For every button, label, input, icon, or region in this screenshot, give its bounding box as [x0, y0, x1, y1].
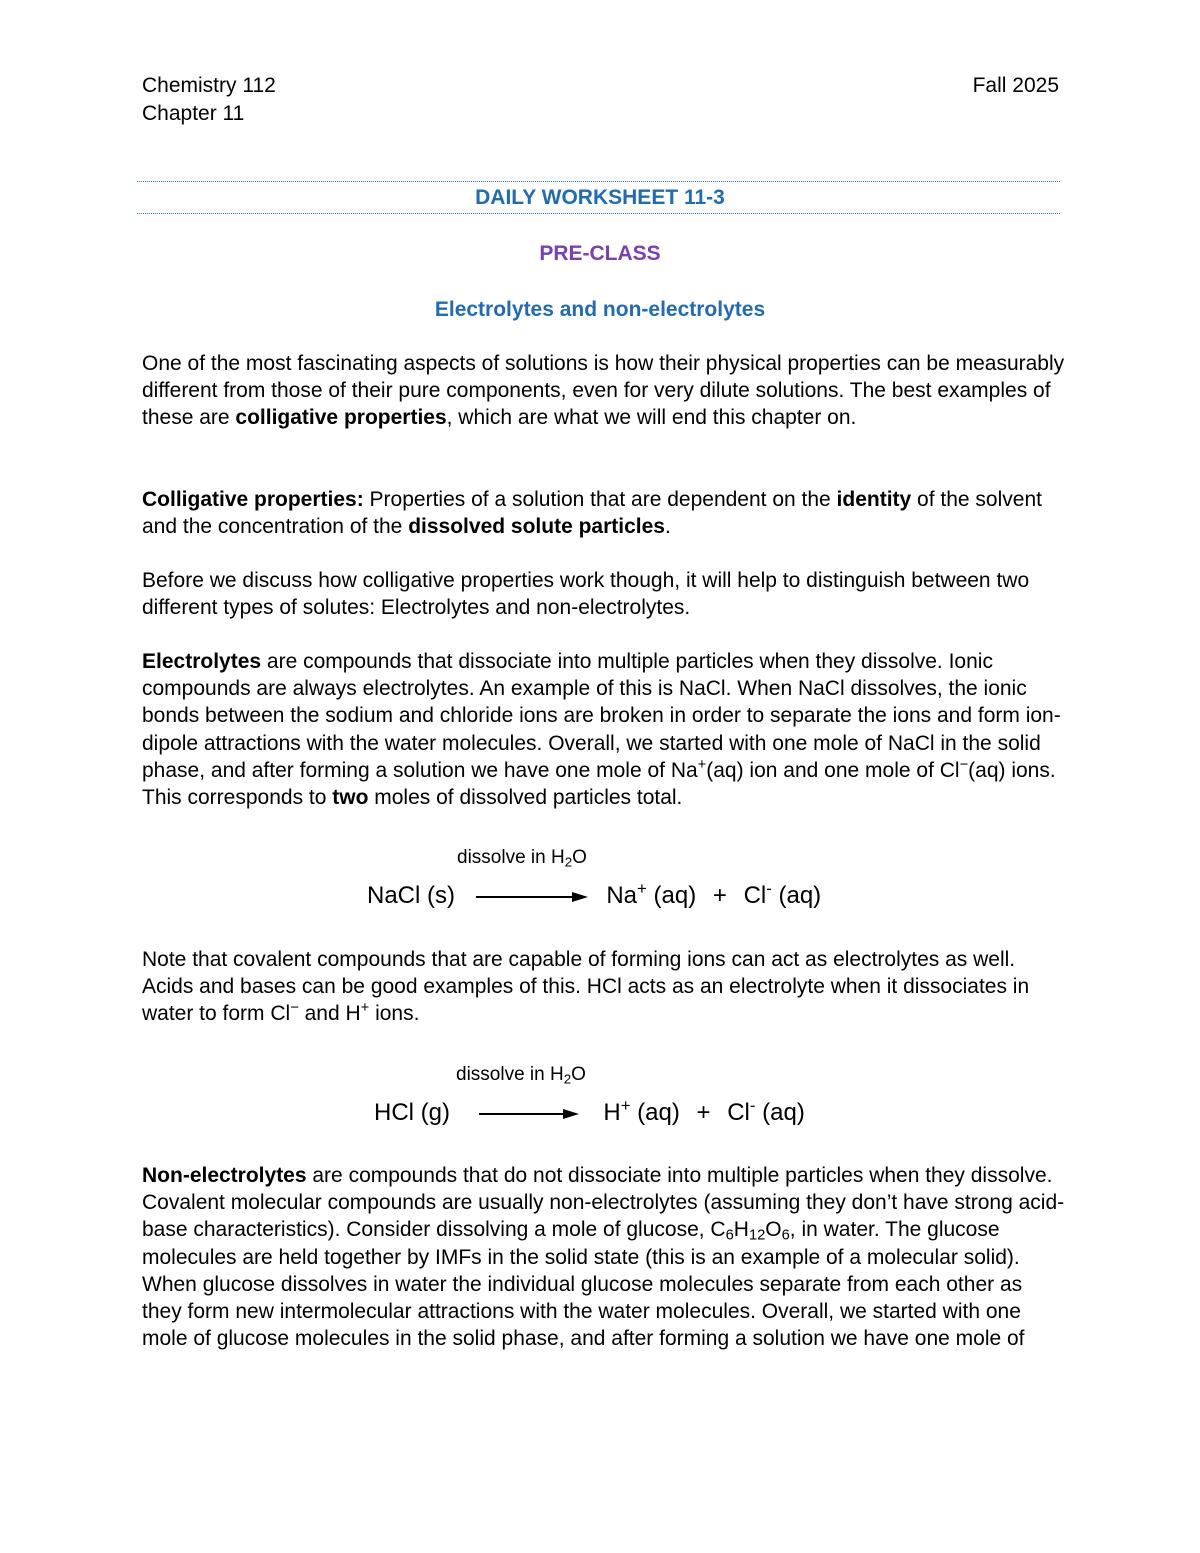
- section-title: PRE-CLASS: [539, 242, 661, 265]
- eq2-product-1: H+ (aq): [603, 1095, 680, 1126]
- eq2-plus: +: [696, 1099, 711, 1126]
- eq1-reactant: NaCl (s): [367, 882, 455, 909]
- eq2-product-2: Cl- (aq): [727, 1095, 805, 1126]
- course-name: Chemistry 112: [142, 74, 276, 97]
- header-left: [142, 72, 276, 128]
- eq1-product-1: Na+ (aq): [606, 878, 697, 909]
- covalent-paragraph: Note that covalent compounds that are capable of forming ions can act as electrolytes as well. Acids and bases can be good examples of this. HCl acts as an electrolyte when it dissociates in water to form Cl− and H+ ions.: [142, 948, 1030, 1026]
- non-electrolytes-paragraph: Non-electrolytes are compounds that do not dissociate into multiple particles when they dissolve. Covalent molecular compounds are usually non-electrolytes (assuming they don’t have strong acid-base characteristics). Consider dissolving a mole of glucose, $C_6H_{12}O_6$, in water. The glucose molecules are held together by IMFs in the solid state (this is an example of a molecular solid). When glucose dissolves in water the individual glucose molecules separate from each other as they form new intermolecular attractions with the water molecules. Overall, we started with one mole of glucose molecules in the solid phase, and after forming a solution we have one mole of: [142, 1164, 1065, 1351]
- nacl-equation: [367, 878, 822, 910]
- solute-types-paragraph: Before we discuss how colligative properties work though, it will help to distinguish between two different types of solutes: Electrolytes and non-electrolytes.: [142, 569, 1030, 620]
- eq1-condition: dissolve in $H_2O$: [457, 847, 587, 870]
- eq2-condition: dissolve in $H_2O$: [456, 1064, 586, 1087]
- chapter-name: Chapter 11: [142, 102, 245, 125]
- eq1-product-2: Cl- (aq): [743, 878, 822, 909]
- topic-title: Electrolytes and non-electrolytes: [434, 298, 766, 321]
- hcl-equation: [374, 1095, 805, 1127]
- top-divider: [137, 181, 1060, 182]
- reaction-arrow-icon: [479, 1107, 579, 1121]
- intro-paragraph: One of the most fascinating aspects of solutions is how their physical properties can be measurably different from those of their pure components, even for very dilute solutions. The best examples of these are colligative properties, which are what we will end this chapter on.: [142, 352, 1065, 430]
- worksheet-title: DAILY WORKSHEET 11-3: [475, 186, 725, 209]
- definition-paragraph: Colligative properties: Properties of a solution that are dependent on the identity of the solvent and the concentration of the dissolved solute particles.: [142, 488, 1042, 539]
- term-label: Fall 2025: [972, 74, 1059, 97]
- electrolytes-paragraph: Electrolytes are compounds that dissociate into multiple particles when they dissolve. Ionic compounds are always electrolytes. An example of this is NaCl. When NaCl dissolves, the ionic bonds between the sodium and chloride ions are broken in order to separate the ions and form ion-dipole attractions with the water molecules. Overall, we started with one mole of NaCl in the solid phase, and after forming a solution we have one mole of Na+(aq) ion and one mole of Cl−(aq) ions. This corresponds to two moles of dissolved particles total.: [142, 650, 1061, 810]
- eq1-plus: +: [712, 882, 727, 909]
- eq2-reactant: HCl (g): [374, 1099, 450, 1126]
- reaction-arrow-icon: [476, 890, 588, 904]
- bottom-divider: [137, 213, 1060, 214]
